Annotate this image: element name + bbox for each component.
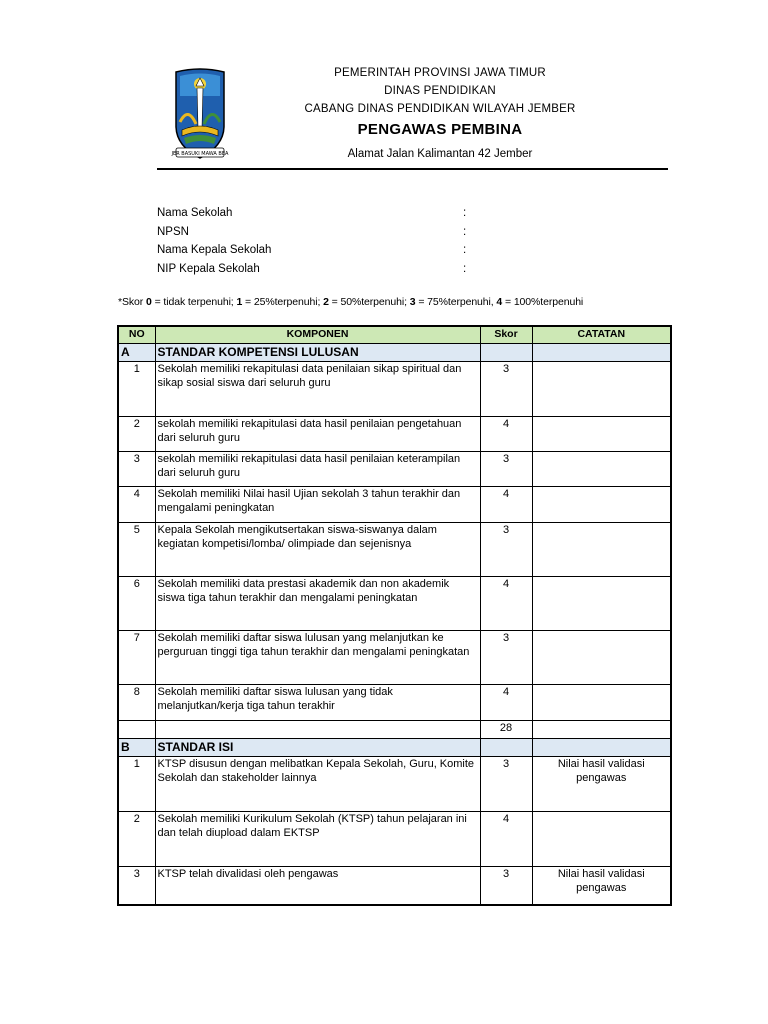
- score-legend-lead: *Skor: [118, 296, 146, 308]
- section-letter: B: [118, 739, 155, 757]
- total-no-cell: [118, 721, 155, 739]
- section-catatan-cell: [532, 739, 671, 757]
- row-komponen: Sekolah memiliki Kurikulum Sekolah (KTSP) tahun pelajaran ini dan telah diupload dalam EKTSP: [155, 812, 480, 867]
- row-no: 8: [118, 685, 155, 721]
- letterhead-title: PENGAWAS PEMBINA: [357, 121, 523, 138]
- row-catatan: [532, 631, 671, 685]
- field-label: NIP Kepala Sekolah: [157, 262, 260, 275]
- letterhead-line-1: PEMERINTAH PROVINSI JAWA TIMUR: [334, 67, 546, 79]
- section-catatan-cell: [532, 344, 671, 362]
- jawa-timur-emblem-logo: [170, 66, 230, 162]
- field-separator: :: [463, 225, 467, 238]
- assessment-table: [117, 325, 672, 906]
- total-label-cell: [155, 721, 480, 739]
- row-no: 7: [118, 631, 155, 685]
- row-catatan: [532, 523, 671, 577]
- score-legend-note: [118, 296, 583, 308]
- section-a-total-row: [118, 721, 671, 739]
- row-no: 6: [118, 577, 155, 631]
- field-label: NPSN: [157, 225, 189, 238]
- section-a-total: 28: [480, 721, 532, 739]
- section-letter: A: [118, 344, 155, 362]
- field-separator: :: [463, 244, 467, 256]
- score-legend-key-3: 3: [409, 296, 416, 308]
- letterhead-address: Alamat Jalan Kalimantan 42 Jember: [347, 148, 533, 160]
- row-skor: 3: [480, 757, 532, 812]
- row-no: 5: [118, 523, 155, 577]
- score-legend-key-2: 2: [323, 296, 329, 308]
- field-nip-kepala-sekolah: [157, 260, 477, 279]
- field-label: Nama Kepala Sekolah: [157, 244, 272, 256]
- table-row: [118, 452, 671, 487]
- row-catatan: [532, 577, 671, 631]
- row-skor: 4: [480, 577, 532, 631]
- row-catatan: [532, 487, 671, 523]
- table-row: [118, 631, 671, 685]
- row-skor: 4: [480, 685, 532, 721]
- school-identity-fields: [157, 204, 477, 278]
- row-komponen: Sekolah memiliki daftar siswa lulusan yang tidak melanjutkan/kerja tiga tahun terakhir: [155, 685, 480, 721]
- score-legend-text-4: = 100%terpenuhi: [502, 296, 584, 308]
- table-row: [118, 362, 671, 417]
- row-no: 2: [118, 812, 155, 867]
- logo-motto-text: JER BASUKI MAWA BEA: [171, 151, 229, 157]
- letterhead: [240, 64, 640, 165]
- score-legend-text-2: = 50%terpenuhi;: [328, 296, 410, 308]
- row-catatan: [532, 685, 671, 721]
- row-no: 3: [118, 452, 155, 487]
- row-komponen: Sekolah memiliki data prestasi akademik dan non akademik siswa tiga tahun terakhir dan mengalami peningkatan: [155, 577, 480, 631]
- field-nama-kepala-sekolah: [157, 241, 477, 260]
- header-no: NO: [118, 326, 155, 344]
- row-skor: 4: [480, 812, 532, 867]
- section-row-a: [118, 344, 671, 362]
- score-legend-key-0: 0: [146, 296, 152, 308]
- score-legend-text-3: = 75%terpenuhi,: [415, 296, 497, 308]
- table-row: [118, 577, 671, 631]
- table-row: [118, 523, 671, 577]
- letterhead-line-2: DINAS PENDIDIKAN: [384, 85, 496, 97]
- header-catatan: CATATAN: [532, 326, 671, 344]
- table-row: [118, 867, 671, 905]
- row-catatan: [532, 452, 671, 487]
- row-catatan: [532, 417, 671, 452]
- field-separator: :: [463, 207, 467, 219]
- section-title: STANDAR KOMPETENSI LULUSAN: [155, 344, 480, 362]
- score-legend-key-1: 1: [236, 296, 243, 308]
- table-row: [118, 685, 671, 721]
- letterhead-divider: [157, 168, 668, 170]
- row-catatan: [532, 812, 671, 867]
- row-komponen: KTSP disusun dengan melibatkan Kepala Sekolah, Guru, Komite Sekolah dan stakeholder lainnya: [155, 757, 480, 812]
- row-komponen: sekolah memiliki rekapitulasi data hasil penilaian pengetahuan dari seluruh guru: [155, 417, 480, 452]
- section-title: STANDAR ISI: [155, 739, 480, 757]
- section-skor-cell: [480, 344, 532, 362]
- field-separator: :: [463, 262, 467, 275]
- score-legend-text-1: = 25%terpenuhi;: [242, 296, 324, 308]
- score-legend-key-4: 4: [496, 296, 503, 308]
- table-row: [118, 417, 671, 452]
- table-header-row: [118, 326, 671, 344]
- field-label: Nama Sekolah: [157, 207, 233, 219]
- row-komponen: Sekolah memiliki rekapitulasi data penilaian sikap spiritual dan sikap sosial siswa dari seluruh guru: [155, 362, 480, 417]
- row-komponen: Kepala Sekolah mengikutsertakan siswa-siswanya dalam kegiatan kompetisi/lomba/ olimpiade dan sejenisnya: [155, 523, 480, 577]
- row-catatan: [532, 362, 671, 417]
- row-no: 4: [118, 487, 155, 523]
- row-komponen: sekolah memiliki rekapitulasi data hasil penilaian keterampilan dari seluruh guru: [155, 452, 480, 487]
- row-komponen: Sekolah memiliki Nilai hasil Ujian sekolah 3 tahun terakhir dan mengalami peningkatan: [155, 487, 480, 523]
- field-nama-sekolah: [157, 204, 477, 223]
- row-no: 1: [118, 757, 155, 812]
- row-skor: 3: [480, 867, 532, 905]
- row-catatan: Nilai hasil validasi pengawas: [532, 757, 671, 812]
- row-komponen: KTSP telah divalidasi oleh pengawas: [155, 867, 480, 905]
- score-legend-text-0: = tidak terpenuhi;: [151, 296, 237, 308]
- row-komponen: Sekolah memiliki daftar siswa lulusan yang melanjutkan ke perguruan tinggi tiga tahun terakhir dan mengalami peningkatan: [155, 631, 480, 685]
- row-no: 1: [118, 362, 155, 417]
- table-row: [118, 757, 671, 812]
- row-skor: 3: [480, 452, 532, 487]
- row-no: 2: [118, 417, 155, 452]
- field-npsn: [157, 223, 477, 242]
- row-skor: 3: [480, 362, 532, 417]
- total-catatan-cell: [532, 721, 671, 739]
- section-skor-cell: [480, 739, 532, 757]
- header-skor: Skor: [480, 326, 532, 344]
- table-row: [118, 487, 671, 523]
- row-skor: 4: [480, 487, 532, 523]
- header-komponen: KOMPONEN: [155, 326, 480, 344]
- row-skor: 4: [480, 417, 532, 452]
- row-no: 3: [118, 867, 155, 905]
- row-skor: 3: [480, 631, 532, 685]
- table-row: [118, 812, 671, 867]
- row-skor: 3: [480, 523, 532, 577]
- row-catatan: Nilai hasil validasi pengawas: [532, 867, 671, 905]
- letterhead-line-3: CABANG DINAS PENDIDIKAN WILAYAH JEMBER: [304, 103, 576, 115]
- section-row-b: [118, 739, 671, 757]
